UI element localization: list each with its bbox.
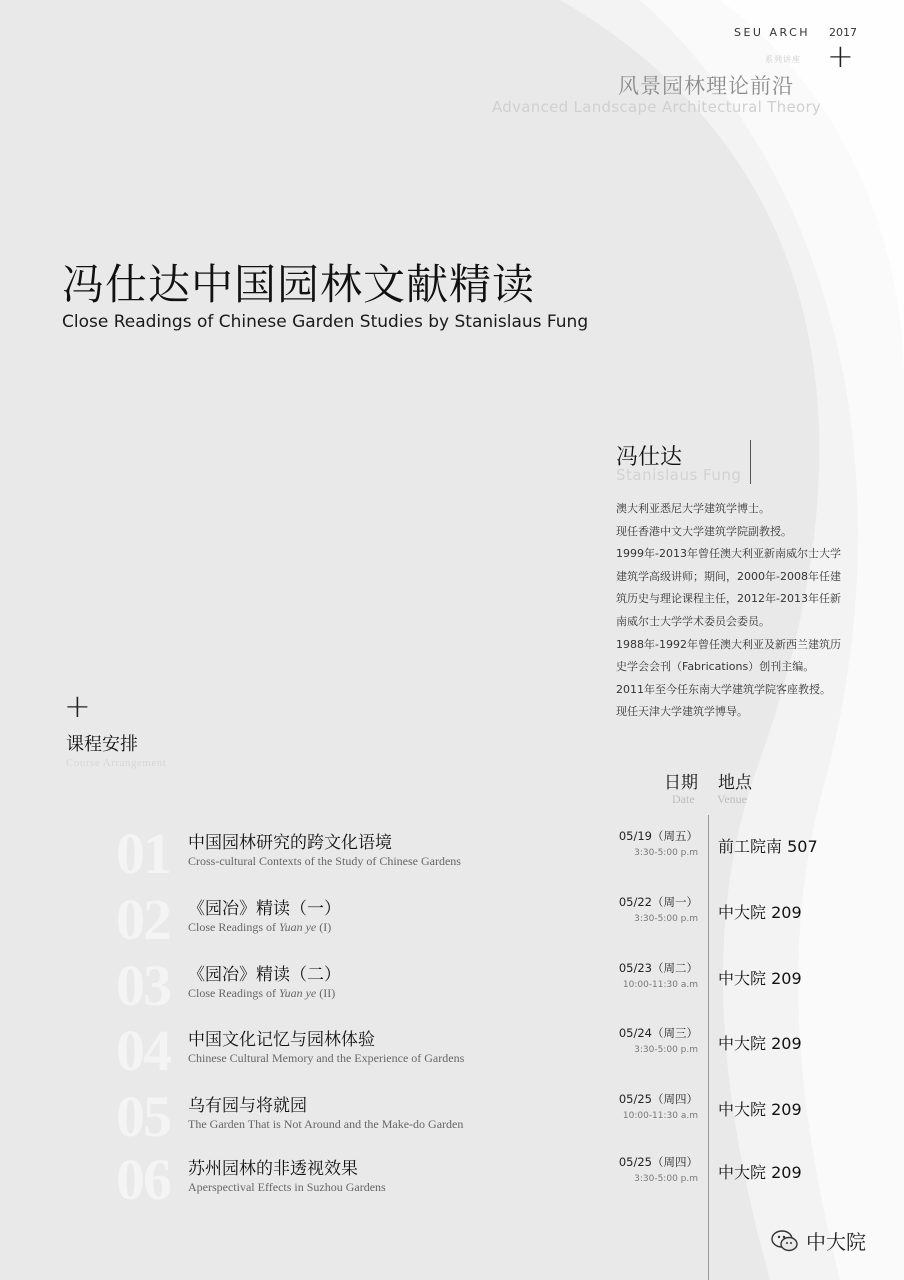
lecture-time: 3:30-5:00 p.m [634,848,698,858]
wechat-icon [770,1228,800,1254]
lecture-venue: 中大院 209 [718,1163,802,1182]
year-label: 2017 [829,26,857,39]
lecture-title-cn: 中国园林研究的跨文化语境 [188,833,392,853]
bio-line: 1988年-1992年曾任澳大利亚及新西兰建筑历 [616,637,841,651]
lecture-venue: 中大院 209 [718,969,802,988]
lecture-venue: 中大院 209 [718,1034,802,1053]
lecture-date: 05/19（周五） [618,829,698,843]
bio-line: 南威尔士大学学术委员会委员。 [616,614,770,628]
schedule-row [0,1084,904,1151]
lecture-time: 3:30-5:00 p.m [634,1045,698,1055]
watermark [770,1226,866,1255]
lecture-title-cn: 乌有园与将就园 [188,1096,307,1116]
row-number: 06 [116,1147,170,1212]
lecturer-divider [750,440,751,484]
plus-icon: + [827,37,854,75]
schedule-row [0,821,904,888]
lecture-venue: 中大院 209 [718,903,802,922]
page-title-cn: 冯仕达中国园林文献精读 [62,260,536,309]
schedule-row [0,887,904,954]
lecture-title-cn: 中国文化记忆与园林体验 [188,1030,375,1050]
lecture-time: 10:00-11:30 a.m [622,1111,698,1121]
bio-line: 建筑学高级讲师；期间，2000年-2008年任建 [616,569,841,583]
schedule-row [0,1147,904,1214]
lecture-time: 3:30-5:00 p.m [634,1174,698,1184]
bio-line: 1999年-2013年曾任澳大利亚新南威尔士大学 [616,547,841,561]
lecture-title-cn: 苏州园林的非透视效果 [188,1159,358,1179]
row-number: 04 [116,1018,170,1083]
lecture-date: 05/25（周四） [618,1092,698,1106]
venue-column-header-cn: 地点 [718,773,752,793]
bio-line: 现任天津大学建筑学博导。 [616,705,748,719]
row-number: 05 [116,1084,170,1149]
bio-line: 现任香港中文大学建筑学院副教授。 [616,524,792,538]
lecture-title-en: Close Readings of Yuan ye (II) [188,986,336,1000]
lecturer-bio [616,498,892,724]
lecture-title-en: Chinese Cultural Memory and the Experience of Gardens [188,1051,465,1065]
lecture-venue: 中大院 209 [718,1100,802,1119]
schedule-row [0,953,904,1020]
lecture-date: 05/24（周三） [618,1026,698,1040]
lecture-venue: 前工院南 507 [718,837,818,856]
lecture-date: 05/22（周一） [618,895,698,909]
lecture-title-en: The Garden That is Not Around and the Make-do Garden [188,1117,464,1131]
lecturer-name-cn: 冯仕达 [616,445,683,470]
lecture-title-cn: 《园冶》精读（一） [188,899,341,919]
bio-line: 2011年至今任东南大学建筑学院客座教授。 [616,682,831,696]
date-column-header-en: Date [672,792,695,806]
lecturer-name-en: Stanislaus Fung [616,466,742,484]
lecture-date: 05/25（周四） [618,1155,698,1169]
lecture-title-en: Close Readings of Yuan ye (I) [188,920,332,934]
schedule-heading-en: Course Arrangement [66,757,167,769]
row-number: 03 [116,953,170,1018]
lecture-title-en: Cross-cultural Contexts of the Study of Chinese Gardens [188,854,461,868]
bio-line: 澳大利亚悉尼大学建筑学博士。 [616,502,770,515]
series-mini-label: 系列讲座 [765,55,801,64]
lecture-time: 3:30-5:00 p.m [634,914,698,924]
lecture-time: 10:00-11:30 a.m [622,980,698,990]
watermark-text: 中大院 [806,1230,866,1254]
series-title-en: Advanced Landscape Architectural Theory [492,98,822,116]
series-title-cn: 风景园林理论前沿 [618,74,794,98]
schedule-row [0,1018,904,1085]
plus-icon: + [64,687,91,725]
venue-column-header-en: Venue [717,792,747,806]
row-number: 02 [116,887,170,952]
row-number: 01 [116,821,170,886]
date-column-header-cn: 日期 [664,773,698,793]
lecture-title-cn: 《园冶》精读（二） [188,965,341,985]
bio-line: 史学会会刊（Fabrications）创刊主编。 [616,660,815,674]
lecture-title-en: Aperspectival Effects in Suzhou Gardens [188,1180,386,1194]
bio-line: 筑历史与理论课程主任，2012年-2013年任新 [616,592,841,606]
schedule-heading-cn: 课程安排 [66,734,138,755]
page-title-en: Close Readings of Chinese Garden Studies by Stanislaus Fung [62,312,589,332]
brand-label: SEU ARCH [734,26,811,39]
lecture-date: 05/23（周二） [618,961,698,975]
